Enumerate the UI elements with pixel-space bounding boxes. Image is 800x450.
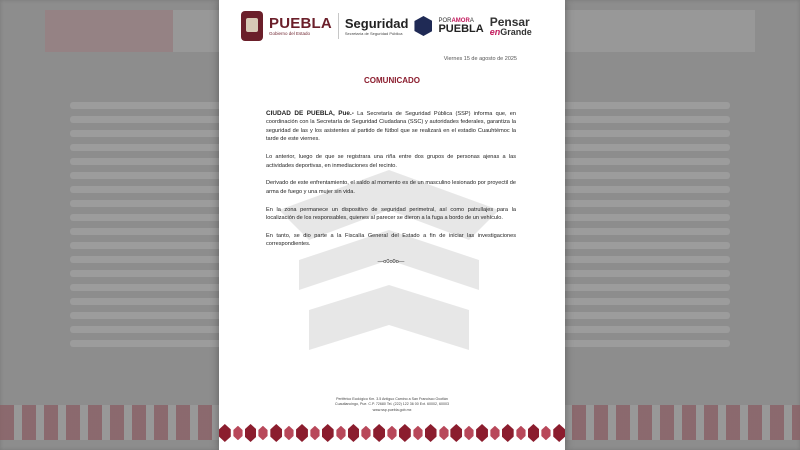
band-tile xyxy=(502,424,514,442)
band-tile xyxy=(310,426,319,440)
paragraph-3: Derivado de este enfrentamiento, el saldo al momento es de un masculino lesionado por proyectil de arma de fuego y una mujer sin vida. xyxy=(266,180,516,195)
por-amor-puebla-text: PUEBLA xyxy=(438,22,484,35)
puebla-logo xyxy=(269,16,332,37)
band-tile xyxy=(245,424,257,442)
band-tile xyxy=(516,426,525,440)
band-tile xyxy=(336,426,345,440)
police-badge-icon xyxy=(414,16,432,36)
puebla-logo-subtitle: Gobierno del Estado xyxy=(269,30,311,36)
band-tile xyxy=(259,426,268,440)
band-tile xyxy=(233,426,242,440)
band-tile xyxy=(528,424,540,442)
band-tile xyxy=(399,424,411,442)
band-tile xyxy=(413,426,422,440)
seguridad-logo-subtitle: Secretaría de Seguridad Pública xyxy=(344,30,403,36)
pensar-en-grande-logo xyxy=(490,16,532,37)
decorative-band xyxy=(219,424,565,444)
puebla-shield-icon xyxy=(241,11,263,41)
band-tile xyxy=(464,426,473,440)
footer-line-2: Cuautlancingo, Pue. C.P. 72680 Tel. (222) 122 36 00 Ext. 60002, 60003 xyxy=(335,402,449,407)
band-tile xyxy=(270,424,282,442)
band-tile xyxy=(219,424,231,442)
document-title: COMUNICADO xyxy=(364,76,420,85)
band-tile xyxy=(387,426,396,440)
por-amor-a-puebla-logo xyxy=(438,18,483,35)
band-tile xyxy=(296,424,308,442)
band-tile xyxy=(490,426,499,440)
band-tile xyxy=(348,424,360,442)
por-amor-text: PORAMORA xyxy=(438,17,474,24)
paragraph-2: Lo anterior, luego de que se registrara una riña entre dos grupos de personas ajenas a las actividades deportivas, en inmediaciones del recinto. xyxy=(266,154,516,169)
footer-line-1: Periférico Ecológico Km. 3.5 Antiguo Camino a San Francisco Ocotlán xyxy=(336,397,448,401)
document-body xyxy=(266,110,516,276)
band-tile xyxy=(284,426,293,440)
seguridad-logo-text: Seguridad xyxy=(344,15,409,31)
band-tile xyxy=(439,426,448,440)
band-tile xyxy=(322,424,334,442)
band-tile xyxy=(553,424,565,442)
paragraph-5: En tanto, se dio parte a la Fiscalía General del Estado a fin de iniciar las investigaciones correspondientes. xyxy=(266,233,516,248)
paragraph-4: En la zona permanece un dispositivo de seguridad perimetral, así como patrullajes para la localización de los responsables, quienes al parecer se dieron a la fuga a bordo de un vehículo. xyxy=(266,206,516,222)
footer-website: www.ssp.puebla.gob.mx xyxy=(372,407,412,412)
band-tile xyxy=(425,424,437,442)
document-date: Viernes 15 de agosto de 2025 xyxy=(443,56,517,62)
band-tile xyxy=(373,424,385,442)
puebla-logo-text: PUEBLA xyxy=(269,14,332,32)
press-release-page xyxy=(219,0,565,450)
seguridad-logo xyxy=(345,17,409,36)
end-mark: —o0o0o— xyxy=(377,259,405,266)
dateline: CIUDAD DE PUEBLA, Pue.- xyxy=(266,110,354,117)
band-tile xyxy=(476,424,488,442)
band-tile xyxy=(542,426,551,440)
divider xyxy=(338,13,339,39)
letterhead xyxy=(241,10,545,42)
footer-address xyxy=(219,397,565,413)
en-grande-text: enGrande xyxy=(489,26,532,37)
band-tile xyxy=(362,426,371,440)
paragraph-1: CIUDAD DE PUEBLA, Pue.- La Secretaría de Seguridad Pública (SSP) informa que, en coordinación con la Secretaría de Seguridad Ciudadana (SSC) y autoridades federales, garantiza la seguridad de las y los asistentes al partido de fútbol que se realizará en el estadio Cuauhtémoc la tarde de este viernes. xyxy=(266,110,516,143)
band-tile xyxy=(450,424,462,442)
pensar-text: Pensar xyxy=(489,14,530,29)
